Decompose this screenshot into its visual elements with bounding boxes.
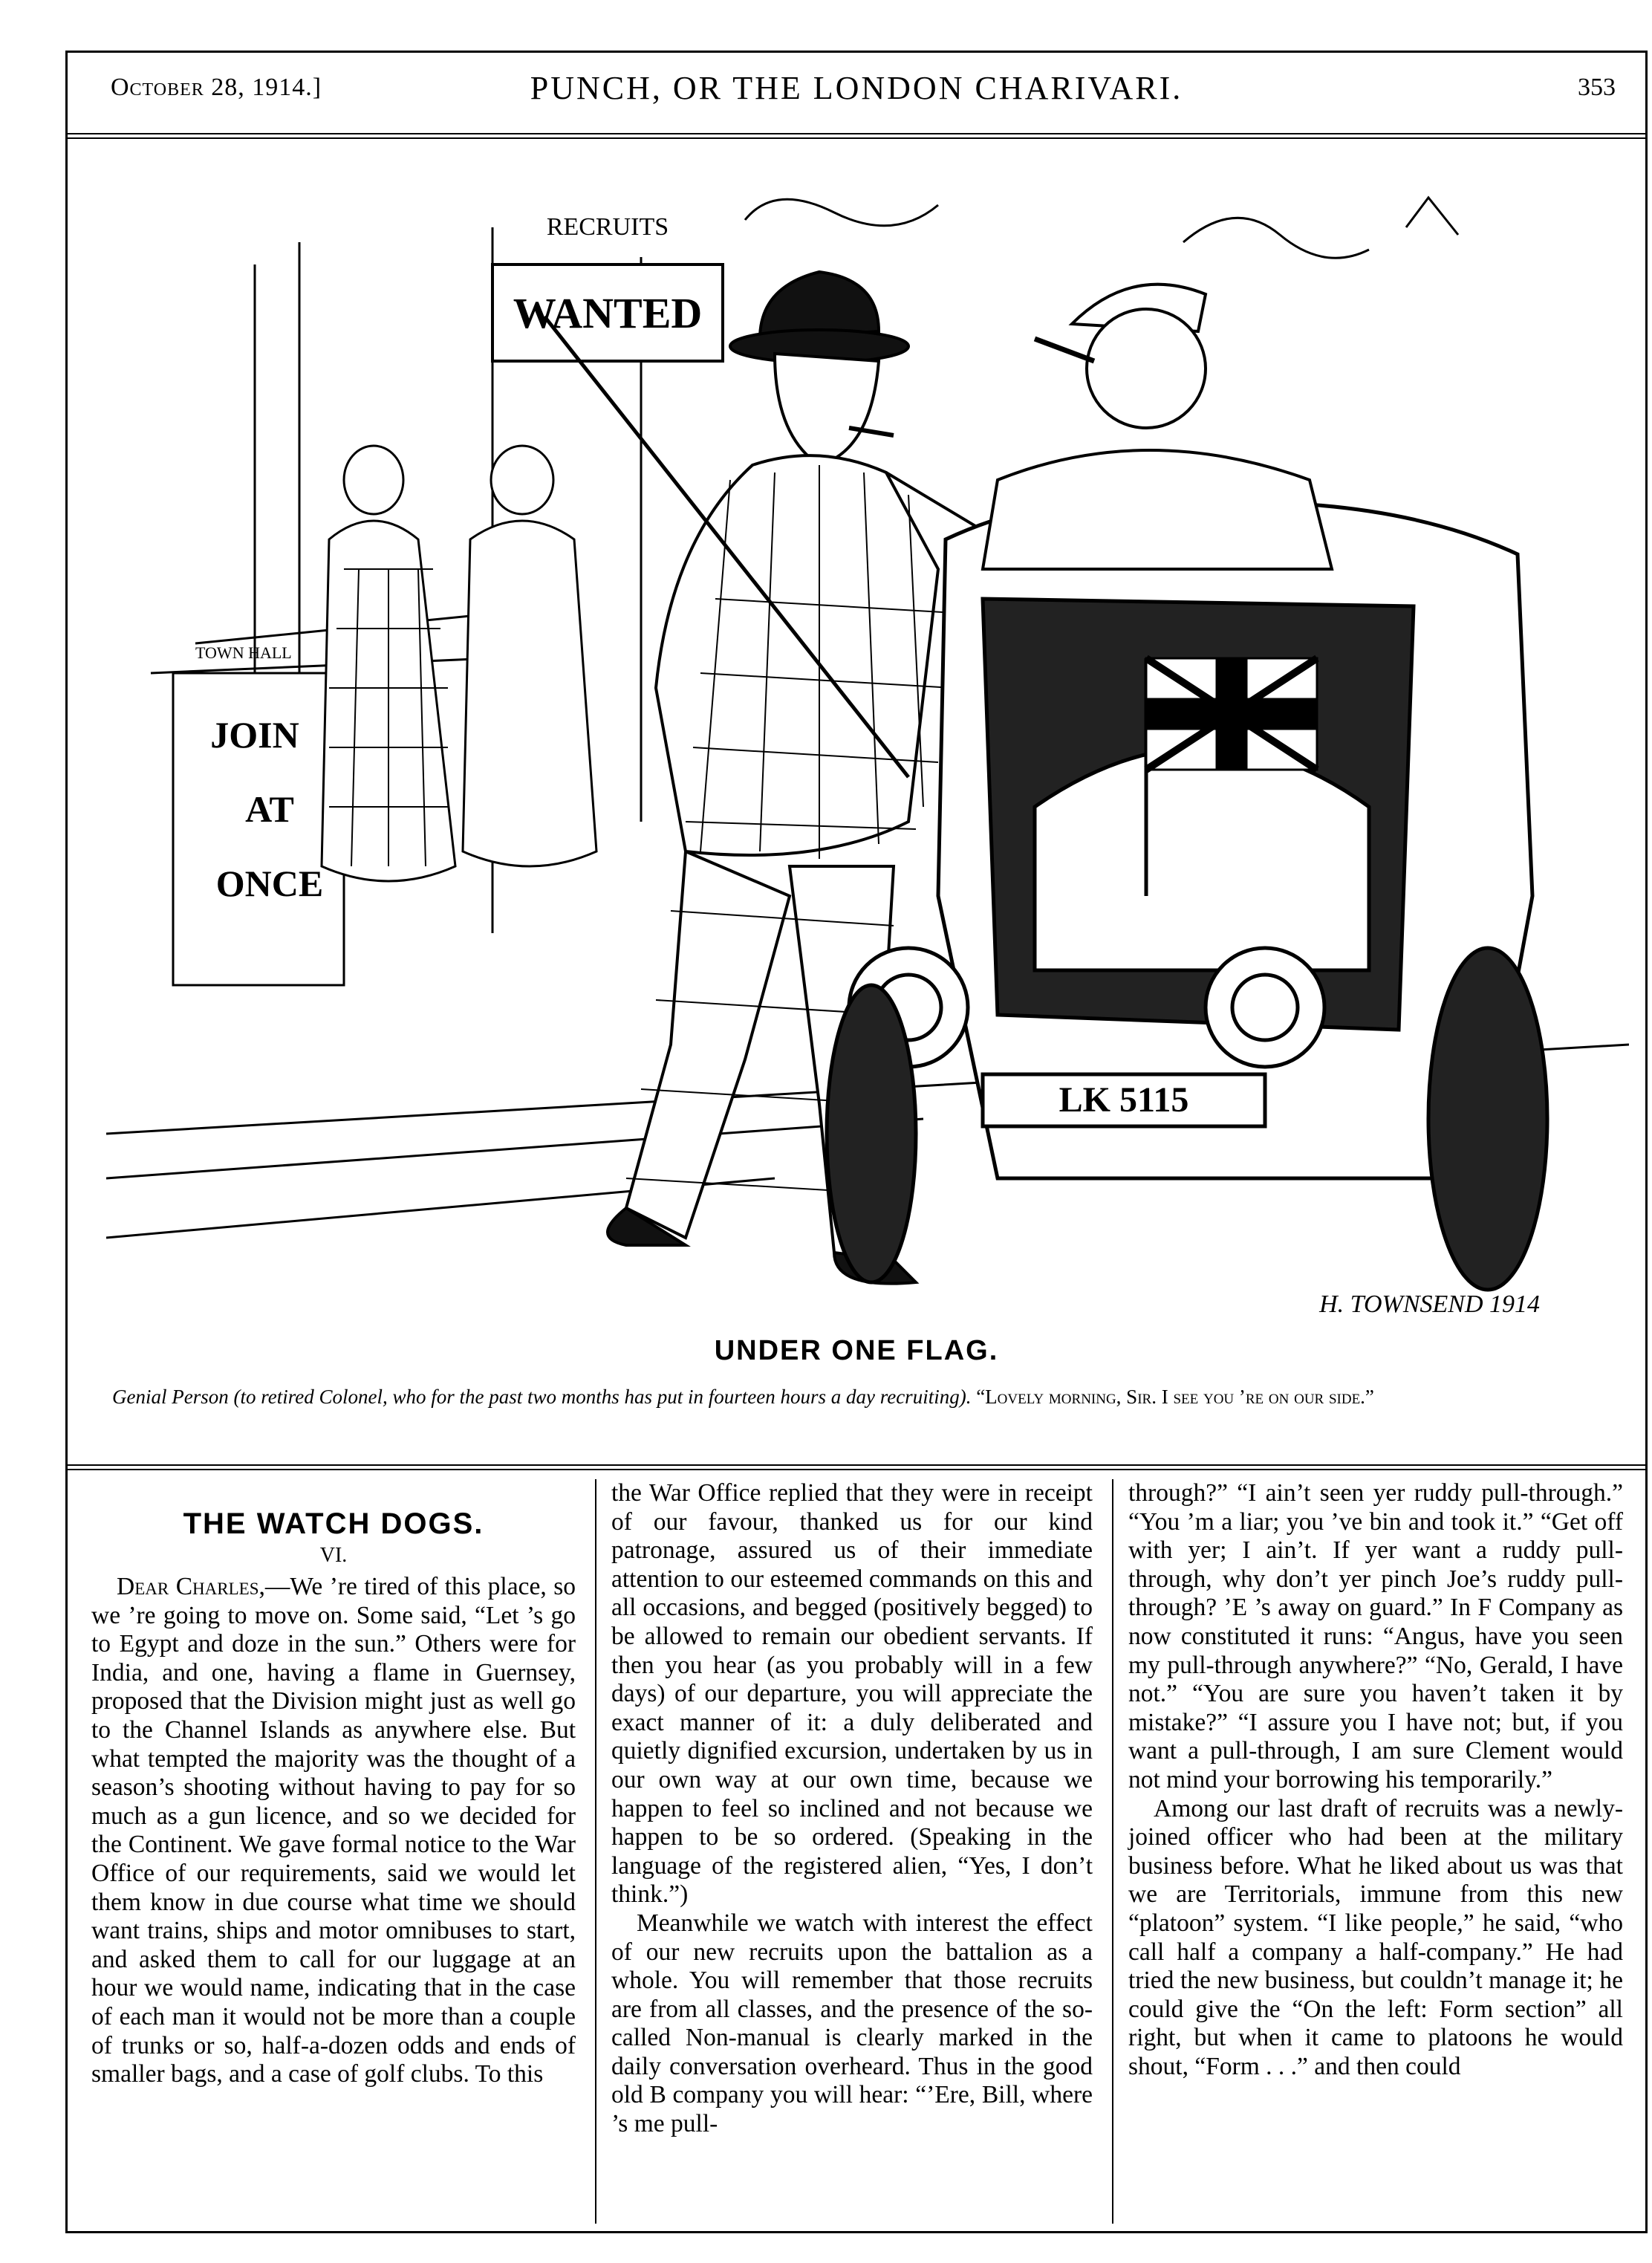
- caption-stage-direction: Genial Person (to retired Colonel, who for the past two months has put in fourteen hours a day recruiting).: [112, 1386, 972, 1408]
- column-divider: [595, 1479, 596, 2224]
- page-header: [68, 53, 1645, 134]
- poster-once-text: ONCE: [215, 863, 324, 904]
- column-divider: [1112, 1479, 1113, 2224]
- artist-signature: H. TOWNSEND 1914: [1319, 1290, 1540, 1318]
- paragraph: Meanwhile we watch with interest the effect of our new recruits upon the battalion as a whole. You will remember that those recruits are from all classes, and the presence of the so-called Non-manual is clearly marked in the daily conversation overheard. Thus in the good old B company you will hear: “’Ere, Bill, where ’s me pull-: [611, 1909, 1093, 2138]
- publication-title: PUNCH, OR THE LONDON CHARIVARI.: [530, 70, 1183, 106]
- salutation: Dear Charles,: [117, 1573, 265, 1600]
- paragraph: [91, 1573, 576, 2089]
- sign-wanted-text: WANTED: [513, 289, 703, 337]
- poster-join-text: JOIN: [210, 714, 299, 756]
- license-plate-text: LK 5115: [1058, 1080, 1189, 1120]
- sign-recruits-text: RECRUITS: [546, 213, 669, 241]
- poster-at-text: AT: [245, 788, 294, 830]
- newspaper-page: [65, 51, 1648, 2233]
- article-part: VI.: [319, 1544, 348, 1567]
- article-columns: [82, 1479, 1638, 2224]
- column-2: [602, 1479, 1102, 2224]
- header-rule: [68, 133, 1645, 134]
- column-3: [1119, 1479, 1632, 2224]
- background-pedestrians: [322, 446, 596, 881]
- header-rule-double: [68, 137, 1645, 139]
- article-title: THE WATCH DOGS.: [183, 1507, 484, 1540]
- town-hall-text: TOWN HALL: [195, 643, 292, 662]
- cartoon-caption: [112, 1383, 1608, 1411]
- caption-rule-double: [68, 1469, 1645, 1470]
- cartoon-title: UNDER ONE FLAG.: [714, 1335, 999, 1366]
- issue-date: October 28, 1914.]: [111, 74, 322, 101]
- cartoon-illustration: [106, 153, 1629, 1327]
- column-1: [82, 1479, 585, 2224]
- cartoon-drawing: [106, 153, 1629, 1327]
- colonel-figure: [983, 285, 1332, 569]
- caption-rule: [68, 1464, 1645, 1466]
- paragraph: through?” “I ain’t seen yer ruddy pull-through.” “You ’m a liar; you ’ve bin and took it.” “Get off with yer; I ain’t. If yer want a ruddy pull-through, why don’t yer pinch Joe’s ruddy pull-through? ’E ’s away on guard.” In F Company as now constituted it runs: “Angus, have you seen my pull-through anywhere?” “No, Gerald, I have not.” “You are sure you haven’t taken it by mistake?” “I assure you I have not; but, if you want a pull-through, I am sure Clement would not mind your borrowing his temporarily.”: [1128, 1479, 1623, 1793]
- paragraph: the War Office replied that they were in receipt of our favour, thanked us for our kind patronage, assured us of their immediate attention to our esteemed commands on this and all occasions, and begged (positively begged) to be allowed to remain our obedient servants. If then you hear (as you probably will in a few days) of our departure, you will appreciate the exact manner of it: a duly deliberated and quietly dignified excursion, undertaken by us in our own way at our own time, because we happen to feel so inclined and not because we happen to be so ordered. (Speaking in the language of the registered alien, “Yes, I don’t think.”): [611, 1479, 1093, 1909]
- caption-speech: “Lovely morning, Sir. I see you ’re on our side.”: [976, 1386, 1374, 1408]
- page-number: 353: [1578, 74, 1616, 101]
- paragraph-text: —We ’re tired of this place, so we ’re going to move on. Some said, “Let ’s go to Egypt and doze in the sun.” Others were for India, and one, having a flame in Guernsey, proposed that the Division might just as well go to the Channel Islands as anywhere else. But what tempted the majority was the thought of a season’s shooting without having to pay for so much as a gun licence, and so we decided for the Continent. We gave formal notice to the War Office of our requirements, said we would let them know in due course what time we should want trains, ships and motor omnibuses to start, and asked them to call for our luggage at an hour we would name, indicating that in the case of each man it would not be more than a couple of trunks or so, half-a-dozen odds and ends of smaller bags, and a case of golf clubs. To this: [91, 1573, 576, 2088]
- paragraph: Among our last draft of recruits was a newly-joined officer who had been at the military business before. What he liked about us was that we are Territorials, immune from this new “platoon” system. “I like people,” he said, “who call half a company a half-company.” He had tried the new business, but couldn’t manage it; he could give the “On the left: Form section” all right, but when it came to platoons he would shout, “Form . . .” and then could: [1128, 1794, 1623, 2080]
